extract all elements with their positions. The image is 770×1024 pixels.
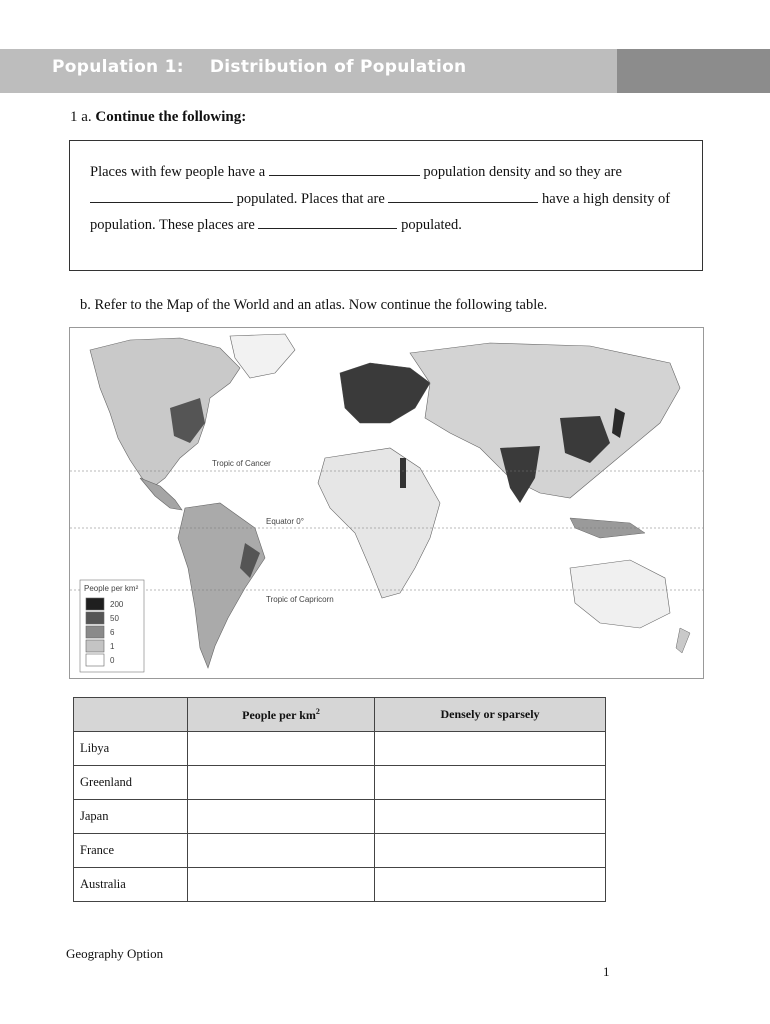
tropic-of-capricorn-label: Tropic of Capricorn	[266, 595, 334, 604]
greenland-landmass	[230, 334, 295, 378]
density-answer-cell[interactable]	[375, 766, 606, 800]
legend-label: 0	[110, 656, 115, 665]
page-title	[52, 57, 466, 77]
tropic-of-cancer-label: Tropic of Cancer	[212, 459, 271, 468]
country-cell: Australia	[74, 868, 188, 902]
density-answer-cell[interactable]	[375, 834, 606, 868]
table-row	[74, 732, 606, 766]
question-1a-instruction: Continue the following:	[95, 109, 247, 125]
fill-in-text: population density and so they are	[423, 164, 622, 180]
header-country	[74, 698, 188, 732]
legend-swatch	[86, 598, 104, 610]
fill-in-text: Places with few people have a	[90, 164, 266, 180]
table-row	[74, 800, 606, 834]
people-per-km-answer-cell[interactable]	[188, 868, 375, 902]
answer-blank-2[interactable]	[90, 190, 233, 203]
answer-blank-3[interactable]	[388, 190, 538, 203]
legend-label: 200	[110, 600, 124, 609]
country-cell: Greenland	[74, 766, 188, 800]
answer-blank-1[interactable]	[269, 163, 420, 176]
title-part-1: Population 1:	[52, 57, 184, 77]
fill-in-line-3	[90, 216, 462, 234]
fill-in-box	[69, 140, 703, 271]
header-people-per-km: People per $km^2$	[188, 698, 375, 732]
europe-landmass	[340, 363, 430, 423]
india-dense	[500, 446, 540, 503]
country-cell: Japan	[74, 800, 188, 834]
table-row	[74, 834, 606, 868]
legend-label: 50	[110, 614, 119, 623]
population-table	[73, 697, 606, 902]
fill-in-text: population. These places are	[90, 217, 255, 233]
table-header-row	[74, 698, 606, 732]
question-1a	[70, 109, 246, 126]
nile-dense	[400, 458, 406, 488]
people-per-km-answer-cell[interactable]	[188, 800, 375, 834]
density-answer-cell[interactable]	[375, 732, 606, 766]
legend-swatch	[86, 654, 104, 666]
legend-label: 6	[110, 628, 115, 637]
legend-swatch	[86, 640, 104, 652]
people-per-km-answer-cell[interactable]	[188, 732, 375, 766]
density-answer-cell[interactable]	[375, 868, 606, 902]
header-accent-block	[617, 49, 770, 93]
fill-in-line-1	[90, 163, 622, 181]
footer-course: Geography Option	[66, 946, 164, 961]
fill-in-text: have a high density of	[542, 191, 671, 207]
density-answer-cell[interactable]	[375, 800, 606, 834]
world-population-map	[69, 327, 704, 679]
central-america-landmass	[140, 478, 182, 510]
question-1a-number: 1 a.	[70, 109, 92, 125]
new-zealand	[676, 628, 690, 653]
fill-in-line-2	[90, 190, 670, 208]
people-per-km-answer-cell[interactable]	[188, 834, 375, 868]
legend-label: 1	[110, 642, 115, 651]
table-row	[74, 868, 606, 902]
question-1b: b. Refer to the Map of the World and an atlas. Now continue the following table.	[80, 297, 548, 313]
header-densely-sparsely: Densely or sparsely	[375, 698, 606, 732]
title-part-2: Distribution of Population	[209, 57, 467, 77]
map-legend	[80, 580, 144, 672]
country-cell: Libya	[74, 732, 188, 766]
legend-swatch	[86, 626, 104, 638]
africa-landmass	[318, 448, 440, 598]
map-graphic	[70, 328, 703, 678]
australia-landmass	[570, 560, 670, 628]
table-row	[74, 766, 606, 800]
legend-title: People per km²	[84, 584, 139, 593]
people-per-km-answer-cell[interactable]	[188, 766, 375, 800]
equator-label: Equator 0°	[266, 517, 304, 526]
asia-landmass	[410, 343, 680, 498]
answer-blank-4[interactable]	[258, 216, 397, 229]
legend-swatch	[86, 612, 104, 624]
country-cell: France	[74, 834, 188, 868]
page-number: 1	[603, 964, 610, 979]
fill-in-text: populated.	[401, 217, 462, 233]
fill-in-text: populated. Places that are	[236, 191, 385, 207]
